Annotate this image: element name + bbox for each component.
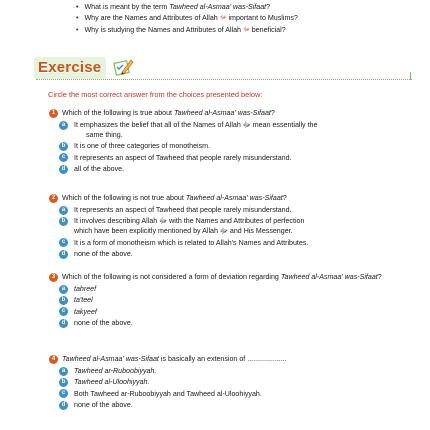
exercise-instruction: Circle the most correct answer from the choices presented below: (48, 90, 263, 99)
option-letter-badge: d (59, 401, 68, 410)
option-letter-badge: c (59, 238, 68, 247)
answer-option[interactable]: d all of the above. (52, 164, 412, 174)
option-letter-badge: a (59, 367, 68, 376)
question-2 (52, 193, 412, 261)
option-letter-badge: c (59, 389, 68, 398)
header-divider (36, 79, 412, 81)
answer-options (52, 284, 412, 328)
answer-options (52, 120, 412, 174)
answer-options (52, 366, 412, 410)
option-letter-badge: d (59, 319, 68, 328)
question-text: Which of the following is not true about Tawheed al-Asmaa' was-Sifaat? (62, 194, 287, 202)
answer-option[interactable]: a It emphasizes the belief that all of the Names of Allah ﷻ mean essentially the same thing. (52, 120, 412, 140)
question-4 (52, 354, 412, 412)
review-questions-list (76, 2, 426, 36)
option-letter-badge: a (59, 285, 68, 294)
option-letter-badge: b (59, 378, 68, 387)
review-question: • What is meant by the term Tawheed al-Asmaa' was-Sifaat? (76, 2, 426, 13)
question-3 (52, 272, 412, 330)
answer-option[interactable]: a tahreef (52, 284, 412, 294)
option-letter-badge: b (59, 142, 68, 151)
answer-option[interactable]: c takyeef (52, 307, 412, 317)
option-letter-badge: b (59, 217, 68, 226)
option-letter-badge: d (59, 165, 68, 174)
answer-option[interactable]: c Both Tawheed ar-Ruboobiyyah and Tawheed al-Uloohiyyah. (52, 389, 412, 399)
question-1 (52, 108, 412, 176)
answer-option[interactable]: a It represents an aspect of Tawheed that people rarely misunderstand. (52, 205, 412, 215)
honorific-symbol: ﷻ (242, 26, 250, 33)
question-number-badge: 4 (49, 355, 58, 364)
answer-option[interactable]: a Tawheed ar-Ruboobiyyah. (52, 366, 412, 376)
question-text: Tawheed al-Asmaa' was-Sifaat is basically an extension of .................... (62, 355, 287, 363)
answer-option[interactable]: d none of the above. (52, 249, 412, 259)
question-number-badge: 2 (49, 194, 58, 203)
question-text: Which of the following is true about Tawheed al-Asmaa' was-Sifaat? (62, 109, 275, 117)
answer-option[interactable]: b Tawheed al-Uloohiyyah. (52, 377, 412, 387)
question-number-badge: 1 (49, 109, 58, 118)
option-letter-badge: b (59, 296, 68, 305)
answer-options (52, 205, 412, 259)
answer-option[interactable]: d none of the above. (52, 318, 412, 328)
review-question: • Why are the Names and Attributes of Allah ﷻ important to Muslims? (76, 13, 426, 24)
option-letter-badge: a (59, 121, 68, 130)
answer-option[interactable]: b It is one of three categories of monotheism. (52, 141, 412, 151)
answer-option[interactable]: c It represents an aspect of Tawheed that people rarely misunderstand. (52, 153, 412, 163)
review-question: • Why is studying the Names and Attributes of Allah ﷻ beneficial? (76, 25, 426, 36)
question-number-badge: 3 (49, 273, 58, 282)
question-text: Which of the following is not considered a form of deviation regarding Tawheed al-Asmaa' was-Sifaat? (62, 273, 382, 281)
option-letter-badge: c (59, 307, 68, 316)
honorific-symbol: ﷻ (219, 15, 227, 22)
answer-option[interactable]: c It is a form of monotheism which is related to Allah's Names and Attributes. (52, 238, 412, 248)
option-letter-badge: c (59, 153, 68, 162)
option-letter-badge: a (59, 206, 68, 215)
exercise-header (34, 56, 414, 84)
answer-option[interactable]: b ta'teel (52, 295, 412, 305)
pencil-checklist-icon (112, 56, 134, 78)
answer-option[interactable]: b It involves describing Allah ﷻ with the Names and Attributes of perfection which have been explicitly mentioned by Allah ﷻ and His Messenger. (52, 216, 412, 236)
answer-option[interactable]: d none of the above. (52, 400, 412, 410)
option-letter-badge: d (59, 250, 68, 259)
exercise-title: Exercise (38, 59, 102, 76)
